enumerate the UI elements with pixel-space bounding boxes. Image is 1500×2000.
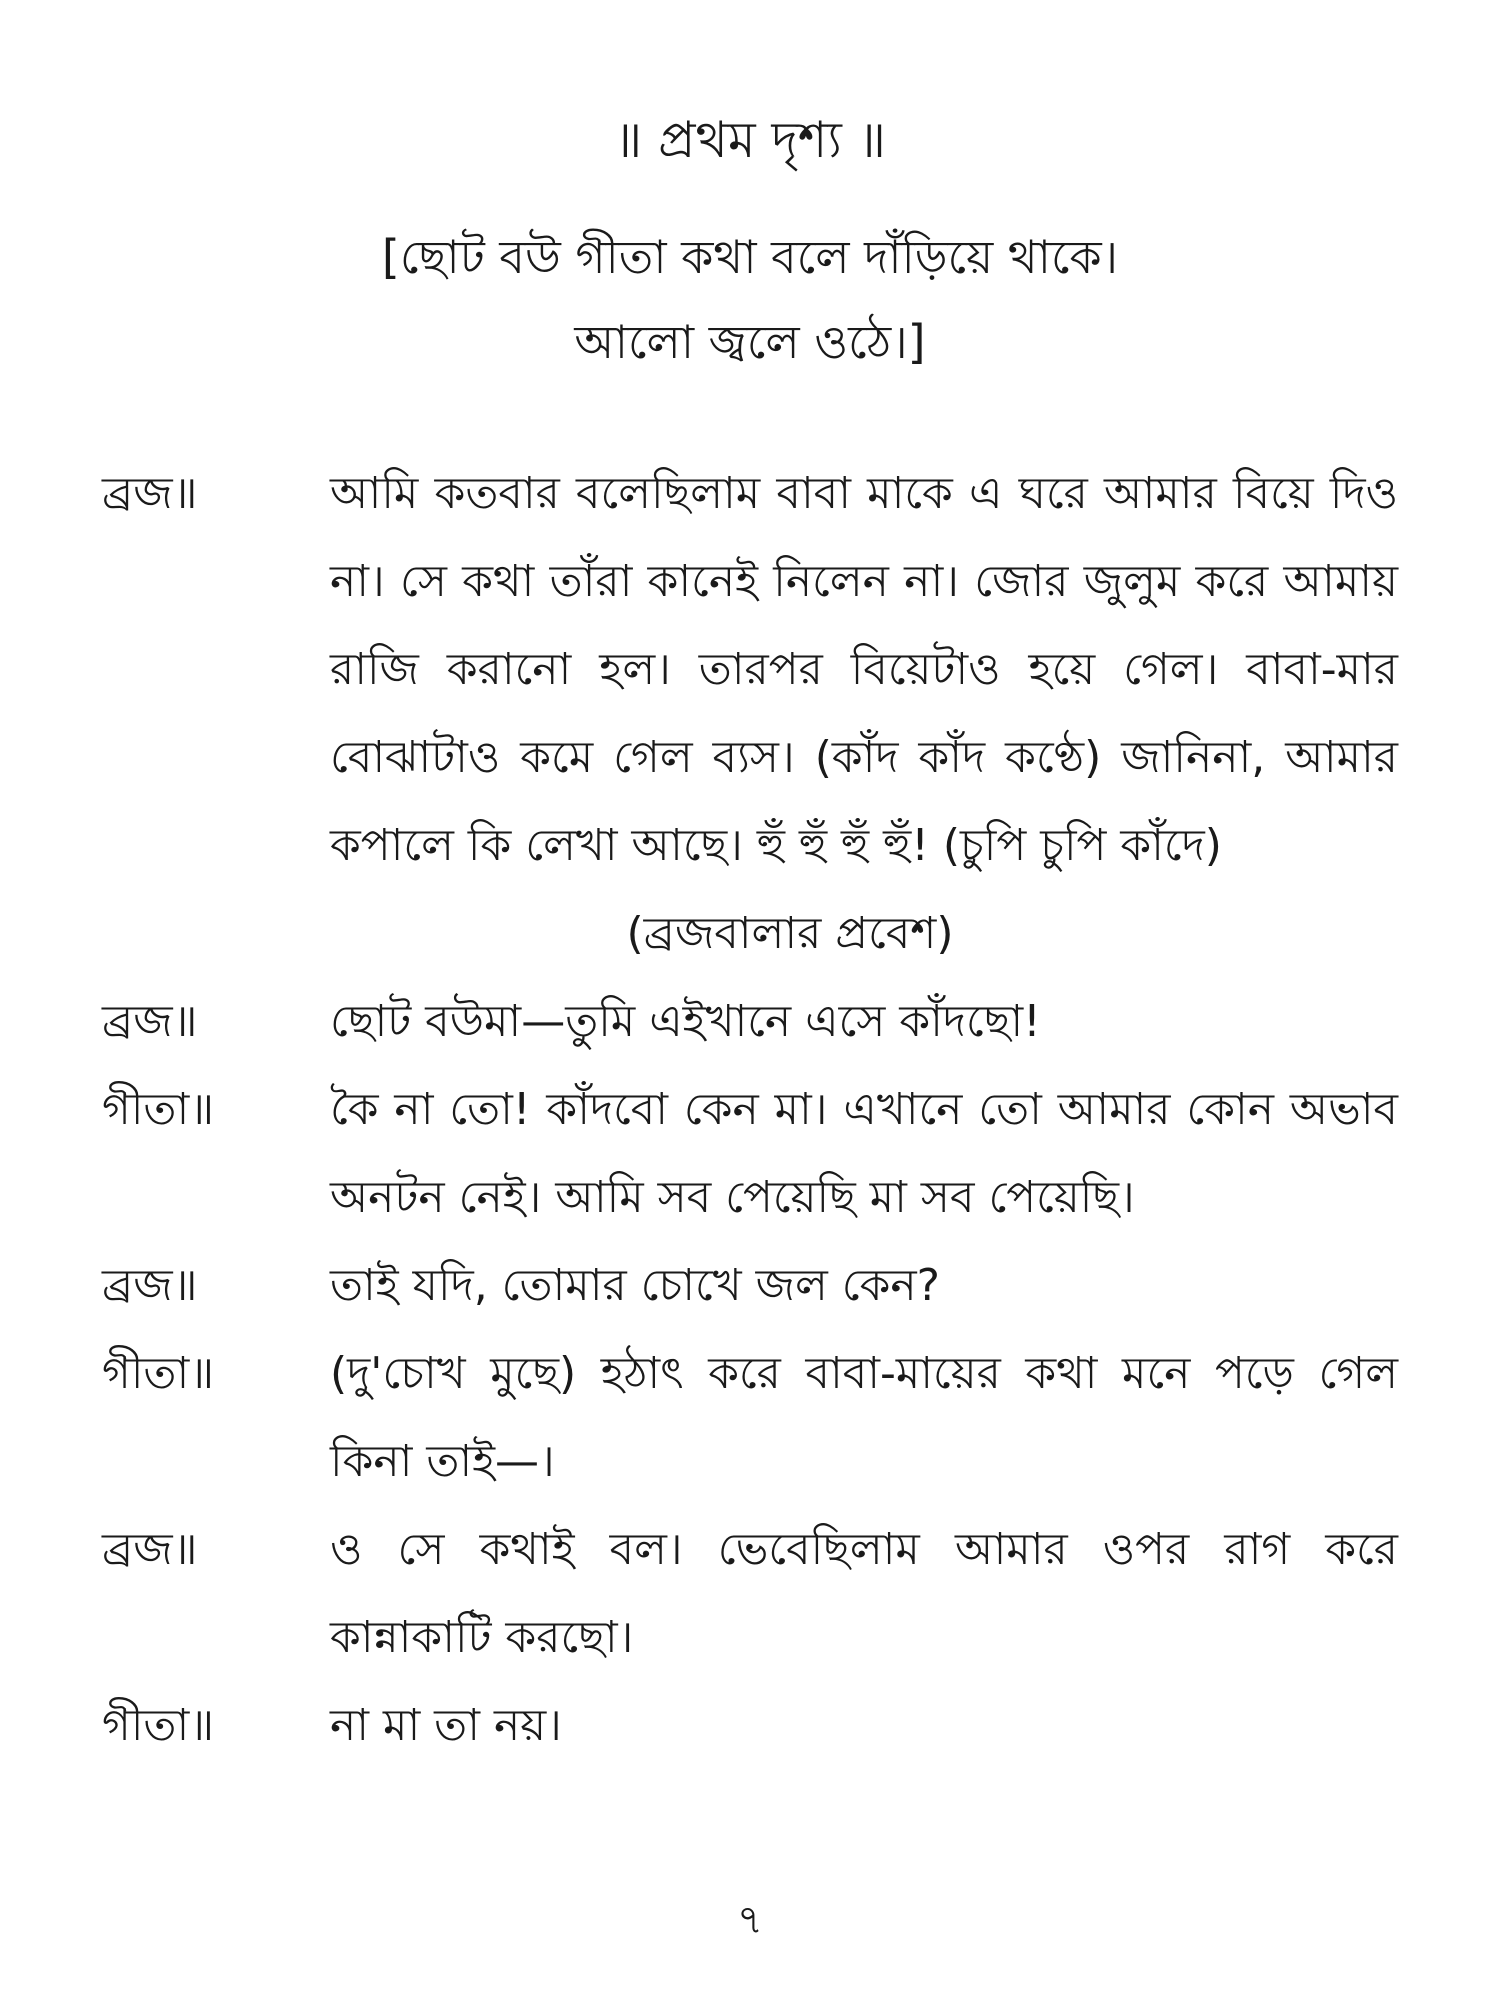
- dialogue-block: [0, 1330, 1500, 1506]
- speaker-label: গীতা॥: [102, 1700, 215, 1751]
- speech-text: কৈ না তো! কাঁদবো কেন মা। এখানে তো আমার কোন অভাব অনটন নেই। আমি সব পেয়েছি মা সব পেয়েছি।: [330, 1084, 1398, 1223]
- stage-direction: [0, 215, 1500, 385]
- speaker-label: ব্রজ॥: [102, 996, 198, 1047]
- dialogue-block: [0, 1242, 1500, 1330]
- stage-direction-line-2: আলো জ্বলে ওঠে।]: [574, 315, 926, 369]
- speaker-label: গীতা॥: [102, 1084, 215, 1135]
- speech-text: আমি কতবার বলেছিলাম বাবা মাকে এ ঘরে আমার বিয়ে দিও না। সে কথা তাঁরা কানেই নিলেন না। জোর জুলুম করে আমায় রাজি করানো হল। তারপর বিয়েটাও হয়ে গেল। বাবা-মার বোঝাটাও কমে গেল ব্যস। (কাঁদ কাঁদ কণ্ঠে) জানিনা, আমার কপালে কি লেখা আছে। হুঁ হুঁ হুঁ হুঁ! (চুপি চুপি কাঁদে): [330, 468, 1398, 871]
- speaker-label: ব্রজ॥: [102, 468, 198, 519]
- page-number: ৭: [736, 1897, 763, 1943]
- speech-text: (দু'চোখ মুছে) হঠাৎ করে বাবা-মায়ের কথা মনে পড়ে গেল কিনা তাই—।: [330, 1348, 1398, 1487]
- speech-text: ও সে কথাই বল। ভেবেছিলাম আমার ওপর রাগ করে কান্নাকাটি করছো।: [330, 1524, 1398, 1663]
- speech-text: ছোট বউমা—তুমি এইখানে এসে কাঁদছো!: [330, 996, 1041, 1047]
- speaker-label: গীতা॥: [102, 1348, 215, 1399]
- stage-aside: (ব্রজবালার প্রবেশ): [626, 908, 954, 959]
- dialogue-block: [0, 1682, 1500, 1770]
- dialogue-block: [0, 450, 1500, 890]
- speech-text: তাই যদি, তোমার চোখে জল কেন?: [330, 1260, 940, 1311]
- dialogue-block: [0, 978, 1500, 1066]
- stage-direction-line-1: [ছোট বউ গীতা কথা বলে দাঁড়িয়ে থাকে।: [381, 230, 1119, 284]
- speaker-label: ব্রজ॥: [102, 1260, 198, 1311]
- dialogue-block: [0, 1066, 1500, 1242]
- dialogue: [0, 450, 1500, 1770]
- speech-text: না মা তা নয়।: [330, 1700, 562, 1751]
- dialogue-block: [0, 1506, 1500, 1682]
- speaker-label: ব্রজ॥: [102, 1524, 198, 1575]
- scene-title: ॥ প্রথম দৃশ্য ॥: [613, 111, 887, 169]
